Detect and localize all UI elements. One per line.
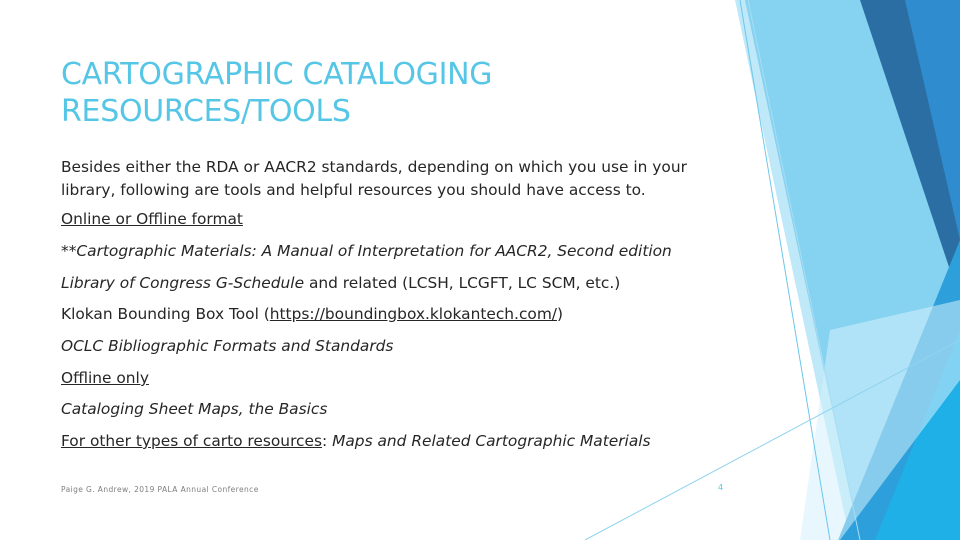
item-klokan-prefix: Klokan Bounding Box Tool (: [61, 305, 270, 323]
section-heading-online-offline: [61, 209, 243, 229]
item-loc-g-schedule: [61, 273, 620, 293]
item-klokan: [61, 304, 563, 324]
section-heading-offline-only: [61, 368, 149, 388]
item-other-carto: [61, 431, 651, 451]
item-loc-g-schedule-title: Library of Congress G-Schedule: [61, 274, 305, 292]
section-heading-online-offline-label: Online or Offline format: [61, 210, 243, 228]
intro-paragraph: Besides either the RDA or AACR2 standards, depending on which you use in your library, following are tools and helpful resources you should have access to.: [61, 158, 687, 199]
section-heading-offline-only-label: Offline only: [61, 369, 149, 387]
footer-text: Paige G. Andrew, 2019 PALA Annual Conference: [61, 485, 259, 494]
item-oclc: OCLC Bibliographic Formats and Standards: [61, 337, 394, 355]
page-number: 4: [718, 483, 724, 492]
item-klokan-suffix: ): [557, 305, 564, 323]
klokan-link[interactable]: https://boundingbox.klokantech.com/: [269, 305, 557, 323]
item-sheet-maps: Cataloging Sheet Maps, the Basics: [61, 400, 328, 418]
section-heading-other-colon: :: [322, 432, 333, 450]
section-heading-other: For other types of carto resources: [61, 432, 323, 450]
slide-body: [61, 156, 741, 450]
item-maps-related: Maps and Related Cartographic Materials: [332, 432, 651, 450]
page-title: CARTOGRAPHIC CATALOGING RESOURCES/TOOLS: [61, 57, 493, 129]
item-loc-g-schedule-related: and related (LCSH, LCGFT, LC SCM, etc.): [304, 274, 621, 292]
item-cartographic-materials: **Cartographic Materials: A Manual of Interpretation for AACR2, Second edition: [61, 242, 672, 260]
